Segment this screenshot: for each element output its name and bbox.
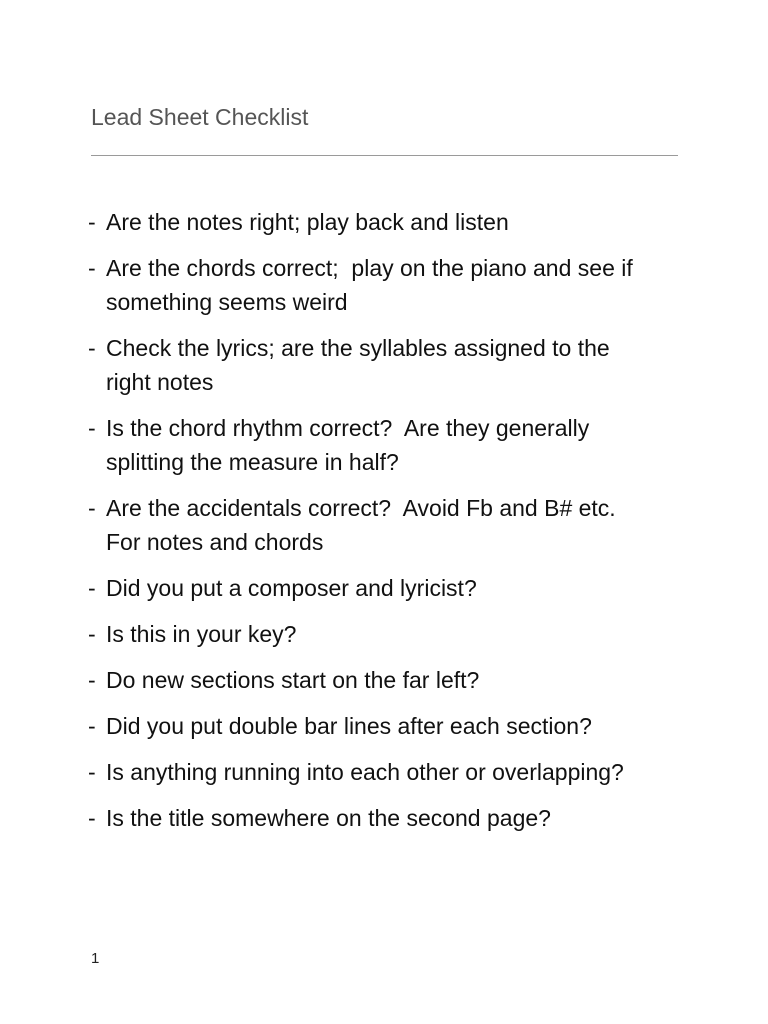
checklist-item-text [106,755,688,789]
checklist-item-line: right notes [106,369,214,395]
page-number: 1 [91,950,100,967]
checklist-item-line: Are the chords correct; play on the piano and see if [106,255,633,281]
dash-bullet: - [88,495,96,521]
checklist-item-text [106,801,688,835]
checklist-item-line: Is the chord rhythm correct? Are they generally [106,415,590,441]
dash-bullet: - [88,575,96,601]
checklist-item-line: Is anything running into each other or overlapping? [106,759,624,785]
checklist-item-line: Did you put double bar lines after each section? [106,713,592,739]
dash-bullet: - [88,335,96,361]
checklist-item-text [106,571,688,605]
title-divider [91,155,678,156]
checklist-item-line: splitting the measure in half? [106,449,399,475]
dash-bullet: - [88,621,96,647]
checklist-item-text [106,251,688,319]
document-title: Lead Sheet Checklist [91,104,309,130]
checklist-item-text [106,491,688,559]
dash-bullet: - [88,759,96,785]
dash-bullet: - [88,805,96,831]
checklist-item-text [106,617,688,651]
checklist-item [88,663,688,697]
checklist-item-line: Is the title somewhere on the second page? [106,805,551,831]
dash-bullet: - [88,255,96,281]
checklist-item-line: Is this in your key? [106,621,297,647]
checklist-item-text [106,331,688,399]
checklist-item [88,205,688,239]
checklist-item-text [106,411,688,479]
checklist-item [88,491,688,559]
checklist-item-line: something seems weird [106,289,348,315]
dash-bullet: - [88,667,96,693]
dash-bullet: - [88,713,96,739]
checklist-item-line: Did you put a composer and lyricist? [106,575,477,601]
checklist-item-line: Do new sections start on the far left? [106,667,480,693]
checklist-item-line: Are the notes right; play back and listen [106,209,509,235]
dash-bullet: - [88,415,96,441]
checklist [88,205,688,847]
checklist-item [88,411,688,479]
dash-bullet: - [88,209,96,235]
checklist-item [88,709,688,743]
checklist-item [88,251,688,319]
checklist-item-line: For notes and chords [106,529,324,555]
checklist-item [88,801,688,835]
checklist-item [88,755,688,789]
checklist-item-line: Are the accidentals correct? Avoid Fb and B# etc. [106,495,616,521]
checklist-item-text [106,205,688,239]
checklist-item-line: Check the lyrics; are the syllables assigned to the [106,335,610,361]
checklist-item-text [106,663,688,697]
checklist-item [88,571,688,605]
checklist-item [88,617,688,651]
checklist-item [88,331,688,399]
checklist-item-text [106,709,688,743]
